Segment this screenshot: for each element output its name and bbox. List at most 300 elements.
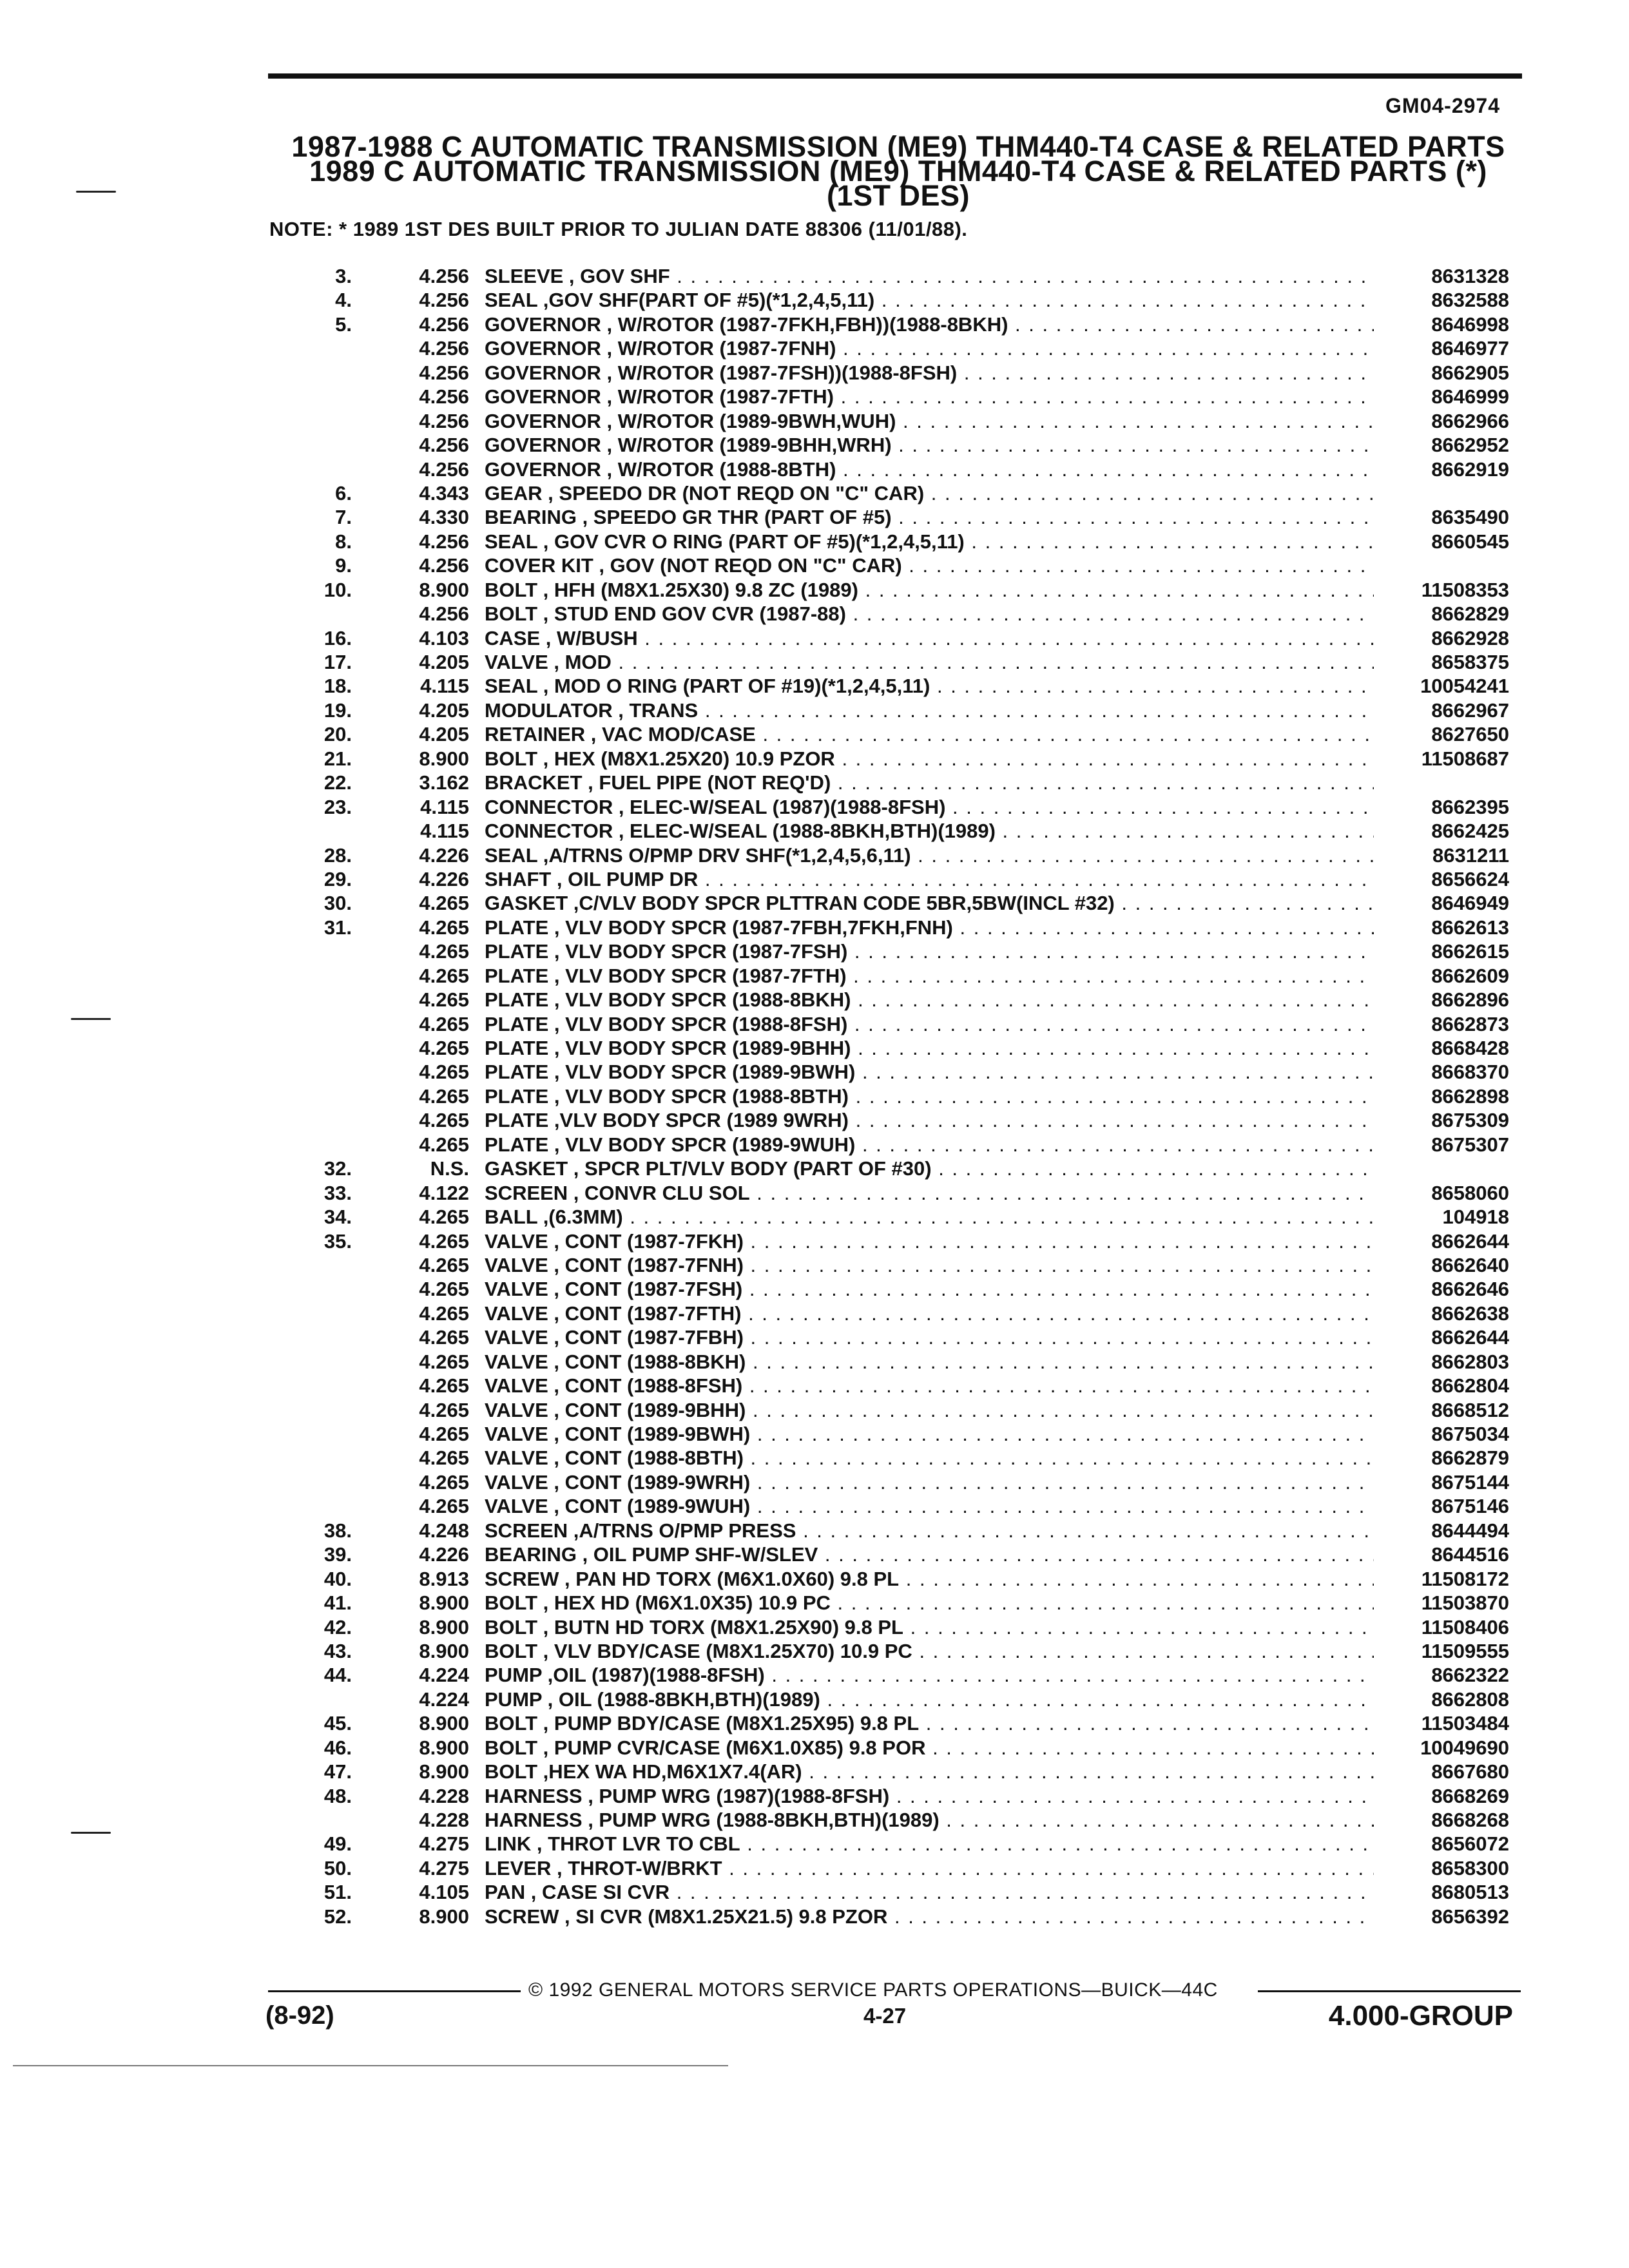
item-number: 21. — [323, 747, 352, 770]
parts-row — [0, 1687, 1629, 1711]
parts-row — [0, 409, 1629, 433]
item-number: 18. — [323, 675, 352, 698]
parts-row — [0, 1711, 1629, 1735]
part-number: 8662967 — [1431, 698, 1509, 722]
note-text: NOTE: * 1989 1ST DES BUILT PRIOR TO JULIAN DATE 88306 (11/01/88). — [269, 218, 968, 240]
parts-row — [0, 1108, 1629, 1132]
group-number: 4.265 — [419, 964, 469, 987]
part-description: SCREEN ,A/TRNS O/PMP PRESS . . . — [485, 1519, 1374, 1542]
parts-row — [0, 867, 1629, 891]
part-description: VALVE , CONT (1989-9BHH) . . . — [485, 1398, 1374, 1422]
group-number: 8.900 — [419, 747, 469, 770]
group-number: 4.256 — [419, 289, 469, 312]
part-description: BOLT , HEX HD (M6X1.0X35) 10.9 PC . . . — [485, 1591, 1374, 1615]
part-description: VALVE , CONT (1988-8FSH) . . . — [485, 1374, 1374, 1398]
bottom-rule — [13, 2065, 728, 2066]
part-number: 11509555 — [1421, 1639, 1509, 1662]
part-number: 8656392 — [1431, 1905, 1509, 1928]
parts-row — [0, 1832, 1629, 1856]
item-number: 40. — [323, 1567, 352, 1590]
part-description: BEARING , SPEEDO GR THR (PART OF #5) . . . — [485, 505, 1374, 529]
item-number: 41. — [323, 1591, 352, 1615]
parts-list — [0, 264, 1629, 1928]
part-description: BALL ,(6.3MM) . . . — [485, 1205, 1374, 1229]
group-number: 4.115 — [420, 795, 469, 818]
part-description: PLATE , VLV BODY SPCR (1987-7FBH,7FKH,FNH) . . . — [485, 916, 1374, 939]
part-description: BOLT , BUTN HD TORX (M8X1.25X90) 9.8 PL . . . — [485, 1615, 1374, 1639]
part-number: 10049690 — [1420, 1736, 1509, 1759]
group-number: 4.228 — [419, 1809, 469, 1831]
part-description: BEARING , OIL PUMP SHF-W/SLEV . . . — [485, 1542, 1374, 1566]
parts-row — [0, 626, 1629, 650]
part-number: 11503870 — [1421, 1591, 1509, 1615]
parts-row — [0, 1856, 1629, 1880]
part-description: LEVER , THROT-W/BRKT . . . — [485, 1856, 1374, 1880]
part-number: 8635490 — [1431, 506, 1509, 529]
footer-rule-right — [1258, 1990, 1521, 1992]
parts-row — [0, 1808, 1629, 1832]
part-description: BOLT , HEX (M8X1.25X20) 10.9 PZOR . . . — [485, 747, 1374, 771]
parts-row — [0, 312, 1629, 336]
part-description: PUMP ,OIL (1987)(1988-8FSH) . . . — [485, 1663, 1374, 1687]
item-number: 4. — [335, 289, 352, 312]
part-number: 8668268 — [1431, 1809, 1509, 1831]
part-description: VALVE , MOD . . . — [485, 650, 1374, 674]
item-number: 39. — [323, 1543, 352, 1566]
group-number: 4.265 — [419, 1133, 469, 1156]
parts-row — [0, 964, 1629, 988]
item-number: 10. — [323, 578, 352, 601]
group-number: 4.205 — [419, 651, 469, 673]
part-number: 8675034 — [1431, 1423, 1509, 1445]
group-number: 4.265 — [419, 1302, 469, 1325]
parts-row — [0, 385, 1629, 408]
group-number: N.S. — [430, 1157, 469, 1180]
group-number: 4.265 — [419, 1350, 469, 1373]
part-number: 8662928 — [1431, 626, 1509, 649]
item-number: 46. — [323, 1736, 352, 1759]
parts-row — [0, 602, 1629, 626]
group-number: 4.103 — [419, 626, 469, 649]
parts-row — [0, 1591, 1629, 1615]
parts-row — [0, 505, 1629, 529]
part-number: 8667680 — [1431, 1760, 1509, 1783]
part-description: VALVE , CONT (1987-7FBH) . . . — [485, 1325, 1374, 1349]
part-description: PLATE , VLV BODY SPCR (1987-7FSH) . . . — [485, 939, 1374, 963]
part-description: BOLT ,HEX WA HD,M6X1X7.4(AR) . . . — [485, 1760, 1374, 1783]
part-description: RETAINER , VAC MOD/CASE . . . — [485, 722, 1374, 746]
item-number: 3. — [335, 265, 352, 287]
parts-row — [0, 1302, 1629, 1325]
part-description: VALVE , CONT (1987-7FSH) . . . — [485, 1277, 1374, 1301]
group-number: 4.275 — [419, 1832, 469, 1856]
part-description: SCREEN , CONVR CLU SOL . . . — [485, 1181, 1374, 1205]
part-number: 8646999 — [1431, 385, 1509, 408]
part-description: PLATE , VLV BODY SPCR (1989-9BHH) . . . — [485, 1036, 1374, 1060]
parts-row — [0, 1133, 1629, 1157]
part-description: GOVERNOR , W/ROTOR (1987-7FNH) . . . — [485, 336, 1374, 360]
parts-row — [0, 361, 1629, 385]
item-number: 16. — [323, 626, 352, 649]
part-number: 8660545 — [1431, 530, 1509, 553]
item-number: 42. — [323, 1615, 352, 1639]
part-description: GOVERNOR , W/ROTOR (1989-9BHH,WRH) . . . — [485, 433, 1374, 457]
part-number: 8662644 — [1431, 1229, 1509, 1253]
item-number: 48. — [323, 1784, 352, 1807]
group-number: 4.265 — [419, 1423, 469, 1445]
group-number: 3.162 — [419, 771, 469, 794]
parts-row — [0, 1615, 1629, 1639]
part-number: 8662638 — [1431, 1302, 1509, 1325]
parts-row — [0, 650, 1629, 674]
part-number: 8675309 — [1431, 1109, 1509, 1132]
item-number: 34. — [323, 1206, 352, 1229]
item-number: 44. — [323, 1664, 352, 1687]
parts-row — [0, 1374, 1629, 1398]
part-description: PAN , CASE SI CVR . . . — [485, 1880, 1374, 1904]
group-number: 4.265 — [419, 1109, 469, 1132]
part-number: 8646977 — [1431, 337, 1509, 360]
part-number: 8662879 — [1431, 1446, 1509, 1470]
parts-row — [0, 1036, 1629, 1060]
group-number: 4.265 — [419, 1278, 469, 1301]
page-title-line-2: 1989 C AUTOMATIC TRANSMISSION (ME9) THM440-T4 CASE & RELATED PARTS (*) — [309, 155, 1487, 187]
parts-row — [0, 1446, 1629, 1470]
item-number: 29. — [323, 867, 352, 890]
group-number: 4.228 — [419, 1784, 469, 1807]
part-description: GOVERNOR , W/ROTOR (1987-7FSH))(1988-8FSH) . . . — [485, 361, 1374, 385]
part-description: VALVE , CONT (1989-9WRH) . . . — [485, 1470, 1374, 1494]
group-number: 4.265 — [419, 1253, 469, 1276]
item-number: 32. — [323, 1157, 352, 1180]
page-title-line-3: (1ST DES) — [826, 179, 970, 212]
part-description: MODULATOR , TRANS . . . — [485, 698, 1374, 722]
part-number: 8662905 — [1431, 361, 1509, 384]
group-number: 8.900 — [419, 578, 469, 601]
group-number: 4.224 — [419, 1664, 469, 1687]
parts-row — [0, 1905, 1629, 1928]
part-description: BOLT , STUD END GOV CVR (1987-88) . . . — [485, 602, 1374, 626]
item-number: 5. — [335, 312, 352, 336]
part-number: 8644494 — [1431, 1519, 1509, 1542]
item-number: 22. — [323, 771, 352, 794]
group-number: 8.900 — [419, 1639, 469, 1662]
part-description: LINK , THROT LVR TO CBL . . . — [485, 1832, 1374, 1856]
part-number: 104918 — [1442, 1206, 1509, 1229]
header-rule — [268, 73, 1522, 79]
part-description: PLATE , VLV BODY SPCR (1988-8BTH) . . . — [485, 1084, 1374, 1108]
part-description: HARNESS , PUMP WRG (1988-8BKH,BTH)(1989) . . . — [485, 1808, 1374, 1832]
parts-row — [0, 1181, 1629, 1205]
part-description: VALVE , CONT (1987-7FTH) . . . — [485, 1302, 1374, 1325]
parts-row — [0, 1736, 1629, 1760]
group-number: 4.115 — [420, 820, 469, 843]
group-number: 4.275 — [419, 1856, 469, 1879]
group-number: 8.900 — [419, 1615, 469, 1639]
group-number: 4.115 — [420, 675, 469, 698]
item-number: 7. — [335, 506, 352, 529]
item-number: 33. — [323, 1181, 352, 1204]
group-number: 4.265 — [419, 1398, 469, 1421]
part-number: 11503484 — [1421, 1712, 1509, 1735]
part-description: SLEEVE , GOV SHF . . . — [485, 264, 1374, 288]
part-number: 8662952 — [1431, 434, 1509, 457]
part-description: PLATE , VLV BODY SPCR (1989-9BWH) . . . — [485, 1060, 1374, 1084]
parts-row — [0, 481, 1629, 505]
item-number: 50. — [323, 1856, 352, 1879]
part-number: 8646998 — [1431, 312, 1509, 336]
parts-row — [0, 553, 1629, 577]
group-number: 4.343 — [419, 481, 469, 505]
parts-row — [0, 1639, 1629, 1663]
part-description: SEAL ,GOV SHF(PART OF #5)(*1,2,4,5,11) . . . — [485, 288, 1374, 312]
item-number: 47. — [323, 1760, 352, 1783]
part-description: SCREW , SI CVR (M8X1.25X21.5) 9.8 PZOR . . . — [485, 1905, 1374, 1928]
item-number: 30. — [323, 892, 352, 915]
group-number: 4.205 — [419, 723, 469, 746]
part-description: BOLT , VLV BDY/CASE (M8X1.25X70) 10.9 PC . . . — [485, 1639, 1374, 1663]
group-number: 8.913 — [419, 1567, 469, 1590]
parts-row — [0, 891, 1629, 915]
group-number: 4.265 — [419, 1446, 469, 1470]
parts-row — [0, 1060, 1629, 1084]
parts-row — [0, 1205, 1629, 1229]
part-description: SEAL ,A/TRNS O/PMP DRV SHF(*1,2,4,5,6,11) . . . — [485, 843, 1374, 867]
part-description: CASE , W/BUSH . . . — [485, 626, 1374, 650]
part-description: GOVERNOR , W/ROTOR (1989-9BWH,WUH) . . . — [485, 409, 1374, 433]
group-number: 4.256 — [419, 361, 469, 384]
item-number: 52. — [323, 1905, 352, 1928]
parts-row — [0, 1880, 1629, 1904]
part-description: VALVE , CONT (1989-9BWH) . . . — [485, 1422, 1374, 1446]
parts-row — [0, 264, 1629, 288]
part-number: 8668428 — [1431, 1037, 1509, 1059]
group-number: 4.122 — [419, 1181, 469, 1204]
part-description: PLATE , VLV BODY SPCR (1987-7FTH) . . . — [485, 964, 1374, 988]
group-number: 8.900 — [419, 1712, 469, 1735]
part-description: BOLT , PUMP CVR/CASE (M6X1.0X85) 9.8 POR . . . — [485, 1736, 1374, 1760]
part-description: COVER KIT , GOV (NOT REQD ON "C" CAR) . . . — [485, 553, 1374, 577]
part-description: PLATE , VLV BODY SPCR (1989-9WUH) . . . — [485, 1133, 1374, 1157]
parts-row — [0, 939, 1629, 963]
part-number: 8662609 — [1431, 964, 1509, 987]
part-number: 8662425 — [1431, 820, 1509, 843]
item-number: 28. — [323, 843, 352, 867]
group-number: 4.105 — [419, 1881, 469, 1904]
page-title-line-1: 1987-1988 C AUTOMATIC TRANSMISSION (ME9) THM440-T4 CASE & RELATED PARTS — [291, 130, 1505, 163]
group-number: 4.265 — [419, 1206, 469, 1229]
part-number: 11508353 — [1421, 578, 1509, 601]
part-number: 8662829 — [1431, 602, 1509, 626]
part-description: BOLT , HFH (M8X1.25X30) 9.8 ZC (1989) . . . — [485, 578, 1374, 602]
group-number: 4.265 — [419, 892, 469, 915]
parts-row — [0, 1157, 1629, 1180]
group-number: 4.256 — [419, 385, 469, 408]
parts-row — [0, 1325, 1629, 1349]
group-number: 8.900 — [419, 1760, 469, 1783]
footer-group: 4.000-GROUP — [1328, 2000, 1513, 2032]
part-description: GOVERNOR , W/ROTOR (1987-7FKH,FBH))(1988-8BKH) . . . — [485, 312, 1374, 336]
group-number: 4.256 — [419, 457, 469, 481]
parts-row — [0, 1277, 1629, 1301]
part-number: 8662804 — [1431, 1374, 1509, 1398]
part-description: PLATE , VLV BODY SPCR (1988-8FSH) . . . — [485, 1012, 1374, 1036]
parts-row — [0, 1012, 1629, 1036]
parts-row — [0, 771, 1629, 794]
parts-row — [0, 1663, 1629, 1687]
group-number: 4.224 — [419, 1687, 469, 1711]
item-number: 49. — [323, 1832, 352, 1856]
part-description: VALVE , CONT (1987-7FKH) . . . — [485, 1229, 1374, 1253]
part-number: 8662640 — [1431, 1253, 1509, 1276]
part-number: 11508406 — [1421, 1615, 1509, 1639]
part-description: GASKET ,C/VLV BODY SPCR PLTTRAN CODE 5BR,5BW(INCL #32) . . . — [485, 891, 1374, 915]
part-number: 8662873 — [1431, 1012, 1509, 1035]
parts-row — [0, 578, 1629, 602]
group-number: 4.256 — [419, 409, 469, 432]
part-number: 8662919 — [1431, 457, 1509, 481]
group-number: 4.226 — [419, 843, 469, 867]
item-number: 23. — [323, 795, 352, 818]
parts-row — [0, 1542, 1629, 1566]
parts-row — [0, 988, 1629, 1012]
item-number: 17. — [323, 651, 352, 673]
parts-row — [0, 674, 1629, 698]
part-number: 10054241 — [1420, 675, 1509, 698]
group-number: 4.265 — [419, 940, 469, 963]
part-number: 8656624 — [1431, 867, 1509, 890]
group-number: 4.265 — [419, 1326, 469, 1349]
part-number: 11508172 — [1421, 1567, 1509, 1590]
parts-row — [0, 722, 1629, 746]
parts-row — [0, 288, 1629, 312]
part-description: SEAL , GOV CVR O RING (PART OF #5)(*1,2,4,5,11) . . . — [485, 530, 1374, 553]
item-number: 51. — [323, 1881, 352, 1904]
margin-mark — [71, 1018, 111, 1020]
part-number: 8631211 — [1432, 843, 1509, 867]
parts-row — [0, 819, 1629, 843]
group-number: 4.256 — [419, 337, 469, 360]
item-number: 8. — [335, 530, 352, 553]
part-number: 8668512 — [1431, 1398, 1509, 1421]
group-number: 4.265 — [419, 1012, 469, 1035]
group-number: 4.226 — [419, 867, 469, 890]
part-number: 8632588 — [1431, 289, 1509, 312]
part-number: 8662898 — [1431, 1084, 1509, 1108]
footer-date: (8-92) — [265, 2001, 334, 2030]
group-number: 4.265 — [419, 1061, 469, 1084]
part-description: PLATE ,VLV BODY SPCR (1989 9WRH) . . . — [485, 1108, 1374, 1132]
parts-row — [0, 457, 1629, 481]
group-number: 4.256 — [419, 530, 469, 553]
part-number: 8680513 — [1431, 1881, 1509, 1904]
part-number: 8656072 — [1431, 1832, 1509, 1856]
part-description: GOVERNOR , W/ROTOR (1987-7FTH) . . . — [485, 385, 1374, 408]
group-number: 4.256 — [419, 265, 469, 287]
margin-mark — [76, 191, 116, 193]
part-number: 8668269 — [1431, 1784, 1509, 1807]
item-number: 45. — [323, 1712, 352, 1735]
part-description: BRACKET , FUEL PIPE (NOT REQ'D) . . . — [485, 771, 1374, 794]
group-number: 4.248 — [419, 1519, 469, 1542]
parts-row — [0, 843, 1629, 867]
group-number: 8.900 — [419, 1736, 469, 1759]
parts-row — [0, 1350, 1629, 1374]
part-number: 8675307 — [1431, 1133, 1509, 1156]
parts-row — [0, 916, 1629, 939]
part-description: HARNESS , PUMP WRG (1987)(1988-8FSH) . . . — [485, 1784, 1374, 1808]
part-number: 8675146 — [1431, 1495, 1509, 1518]
part-number: 8662613 — [1431, 916, 1509, 939]
part-description: PLATE , VLV BODY SPCR (1988-8BKH) . . . — [485, 988, 1374, 1012]
group-number: 8.900 — [419, 1591, 469, 1615]
parts-row — [0, 1398, 1629, 1422]
part-description: CONNECTOR , ELEC-W/SEAL (1988-8BKH,BTH)(1989) . . . — [485, 819, 1374, 843]
parts-row — [0, 1229, 1629, 1253]
part-description: PUMP , OIL (1988-8BKH,BTH)(1989) . . . — [485, 1687, 1374, 1711]
part-number: 8662395 — [1431, 795, 1509, 818]
part-description: VALVE , CONT (1988-8BTH) . . . — [485, 1446, 1374, 1470]
part-number: 8662966 — [1431, 409, 1509, 432]
parts-row — [0, 1470, 1629, 1494]
item-number: 20. — [323, 723, 352, 746]
group-number: 4.265 — [419, 1084, 469, 1108]
group-number: 4.330 — [419, 506, 469, 529]
part-number: 8658375 — [1431, 651, 1509, 673]
part-number: 8644516 — [1431, 1543, 1509, 1566]
copyright-text: © 1992 GENERAL MOTORS SERVICE PARTS OPERATIONS—BUICK—44C — [528, 1979, 1218, 2001]
part-number: 8658300 — [1431, 1856, 1509, 1879]
item-number: 43. — [323, 1639, 352, 1662]
part-number: 8646949 — [1431, 892, 1509, 915]
part-description: VALVE , CONT (1987-7FNH) . . . — [485, 1253, 1374, 1277]
parts-row — [0, 1253, 1629, 1277]
group-number: 4.205 — [419, 698, 469, 722]
item-number: 38. — [323, 1519, 352, 1542]
part-description: SCREW , PAN HD TORX (M6X1.0X60) 9.8 PL . . . — [485, 1567, 1374, 1591]
part-description: GOVERNOR , W/ROTOR (1988-8BTH) . . . — [485, 457, 1374, 481]
parts-row — [0, 1084, 1629, 1108]
part-description: SHAFT , OIL PUMP DR . . . — [485, 867, 1374, 891]
part-description: VALVE , CONT (1989-9WUH) . . . — [485, 1494, 1374, 1518]
part-number: 8662803 — [1431, 1350, 1509, 1373]
part-description: SEAL , MOD O RING (PART OF #19)(*1,2,4,5,11) . . . — [485, 674, 1374, 698]
group-number: 4.256 — [419, 312, 469, 336]
parts-row — [0, 336, 1629, 360]
item-number: 6. — [335, 481, 352, 505]
part-number: 8662615 — [1431, 940, 1509, 963]
group-number: 8.900 — [419, 1905, 469, 1928]
group-number: 4.265 — [419, 1037, 469, 1059]
part-number: 8662646 — [1431, 1278, 1509, 1301]
parts-row — [0, 1760, 1629, 1783]
group-number: 4.265 — [419, 1374, 469, 1398]
part-number: 8631328 — [1431, 265, 1509, 287]
group-number: 4.265 — [419, 1229, 469, 1253]
group-number: 4.265 — [419, 1470, 469, 1494]
item-number: 31. — [323, 916, 352, 939]
parts-row — [0, 1567, 1629, 1591]
margin-mark — [71, 1832, 111, 1834]
part-number: 8658060 — [1431, 1181, 1509, 1204]
parts-row — [0, 1519, 1629, 1542]
group-number: 4.265 — [419, 988, 469, 1012]
part-description: GASKET , SPCR PLT/VLV BODY (PART OF #30) . . . — [485, 1157, 1374, 1180]
part-number: 11508687 — [1421, 747, 1509, 770]
part-number: 8662322 — [1431, 1664, 1509, 1687]
parts-row — [0, 1422, 1629, 1446]
group-number: 4.265 — [419, 916, 469, 939]
